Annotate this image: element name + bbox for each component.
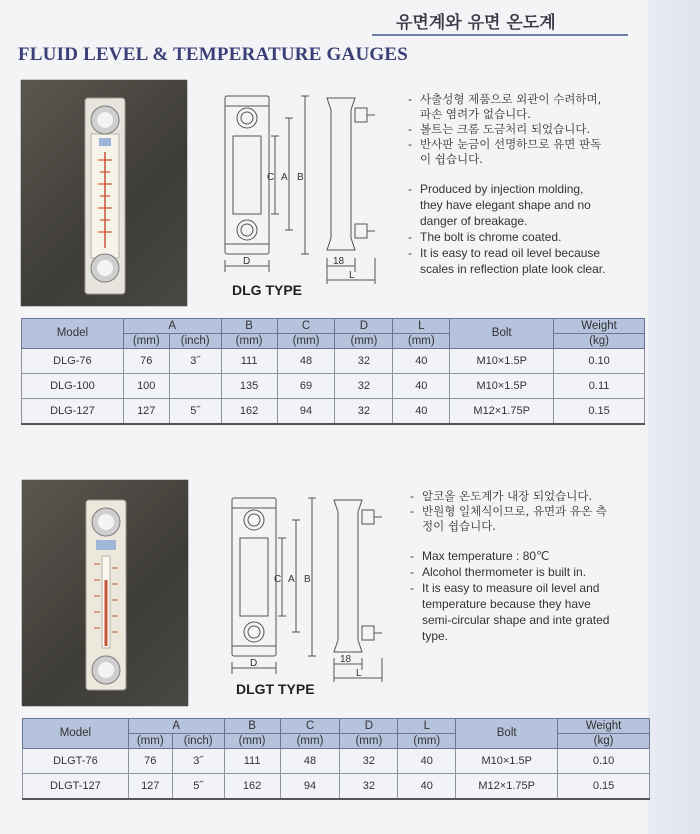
dlg-header-l-unit: (mm) (393, 334, 450, 349)
cell-weight: 0.10 (558, 749, 650, 774)
dlg-note-kr-1: - 사출성형 제품으로 외관이 수려하며, 파손 염려가 없습니다. (408, 92, 608, 122)
dlg-dim-a: A (281, 172, 288, 183)
cell-l: 40 (398, 774, 456, 800)
dlg-header-weight: Weight (554, 319, 645, 334)
cell-model: DLGT-127 (23, 774, 129, 800)
dlg-dim-d: D (243, 256, 251, 267)
cell-a-mm: 76 (123, 349, 169, 374)
cell-bolt: M12×1.75P (450, 399, 554, 425)
dlg-header-a-inch: (inch) (169, 334, 221, 349)
cell-a-inch: 3˝ (172, 749, 224, 774)
dlgt-spec-table (22, 718, 650, 800)
cell-a-mm: 100 (123, 374, 169, 399)
dlgt-dim-a: A (288, 574, 295, 585)
dlgt-header-l-unit: (mm) (398, 734, 456, 749)
dlgt-dim-b: B (304, 574, 311, 585)
cell-b: 162 (224, 774, 280, 800)
cell-a-mm: 127 (123, 399, 169, 425)
dlgt-notes (410, 489, 610, 644)
dlgt-note-en-3: - It is easy to measure oil level and temperature because they have semi-circular shape and inte grated type. (410, 580, 610, 644)
english-title: FLUID LEVEL & TEMPERATURE GAUGES (18, 44, 408, 65)
dlg-header-model: Model (22, 319, 124, 349)
cell-model: DLG-127 (22, 399, 124, 425)
dlg-note-kr-2: - 볼트는 크롬 도금처리 되었습니다. (408, 122, 608, 137)
dlgt-header-b: B (224, 719, 280, 734)
dlgt-header-a: A (128, 719, 224, 734)
dlg-note-kr-3: - 반사판 눈금이 선명하므로 유면 판독이 쉽습니다. (408, 137, 608, 167)
korean-title: 유면계와 유면 온도계 (396, 13, 556, 33)
cell-c: 69 (277, 374, 335, 399)
dlg-header-d: D (335, 319, 393, 334)
cell-c: 48 (277, 349, 335, 374)
cell-bolt: M10×1.5P (456, 749, 558, 774)
cell-d: 32 (340, 774, 398, 800)
cell-l: 40 (393, 399, 450, 425)
dlgt-header-model: Model (23, 719, 129, 749)
cell-a-mm: 127 (128, 774, 172, 800)
dlgt-note-en-2: - Alcohol thermometer is built in. (410, 564, 610, 580)
cell-model: DLGT-76 (23, 749, 129, 774)
dlgt-dim-18: 18 (340, 654, 352, 665)
dlg-header-weight-unit: (kg) (554, 334, 645, 349)
dlg-dim-18: 18 (333, 256, 345, 267)
dlg-header-a: A (123, 319, 221, 334)
dlg-note-en-2: - The bolt is chrome coated. (408, 229, 608, 245)
cell-weight: 0.15 (558, 774, 650, 800)
dlg-notes (408, 92, 608, 277)
dlgt-header-l: L (398, 719, 456, 734)
dlgt-dim-l: L (356, 668, 362, 679)
cell-c: 94 (277, 399, 335, 425)
cell-b: 162 (221, 399, 277, 425)
dlgt-header-c-unit: (mm) (280, 734, 340, 749)
table-row (22, 374, 645, 399)
dlgt-note-en-1: - Max temperature : 80℃ (410, 548, 610, 564)
dlg-product-photo (21, 80, 187, 306)
dlg-header-d-unit: (mm) (335, 334, 393, 349)
cell-d: 32 (335, 374, 393, 399)
dlg-header-b: B (221, 319, 277, 334)
cell-l: 40 (398, 749, 456, 774)
dlgt-header-d: D (340, 719, 398, 734)
dlg-header-bolt: Bolt (450, 319, 554, 349)
cell-weight: 0.10 (554, 349, 645, 374)
dlgt-dim-d: D (250, 658, 258, 669)
dlg-note-en-1: - Produced by injection molding, they have elegant shape and no danger of breakage. (408, 181, 608, 229)
dlgt-header-a-mm: (mm) (128, 734, 172, 749)
dlg-type-label: DLG TYPE (232, 282, 303, 298)
cell-b: 111 (224, 749, 280, 774)
dlg-dim-l: L (349, 270, 355, 281)
dlgt-header-weight-unit: (kg) (558, 734, 650, 749)
cell-b: 111 (221, 349, 277, 374)
dlg-drawing-svg (215, 88, 400, 298)
cell-bolt: M12×1.75P (456, 774, 558, 800)
dlg-dim-c: C (267, 172, 275, 183)
cell-weight: 0.11 (554, 374, 645, 399)
cell-d: 32 (340, 749, 398, 774)
dlg-header-a-mm: (mm) (123, 334, 169, 349)
dlg-header-b-unit: (mm) (221, 334, 277, 349)
dlgt-gauge-image (22, 480, 188, 706)
dlgt-product-photo (22, 480, 188, 706)
cell-a-inch (169, 374, 221, 399)
dlgt-type-label: DLGT TYPE (236, 681, 315, 697)
table-row (22, 349, 645, 374)
dlgt-dim-c: C (274, 574, 282, 585)
dlgt-note-kr-2: - 반원형 일체식이므로, 유면과 유온 측정이 쉽습니다. (410, 504, 610, 534)
cell-c: 94 (280, 774, 340, 800)
cell-a-inch: 5˝ (169, 399, 221, 425)
dlg-header-l: L (393, 319, 450, 334)
cell-l: 40 (393, 349, 450, 374)
cell-d: 32 (335, 349, 393, 374)
title-underline (372, 34, 628, 36)
cell-model: DLG-100 (22, 374, 124, 399)
table-row (22, 399, 645, 425)
cell-d: 32 (335, 399, 393, 425)
cell-bolt: M10×1.5P (450, 349, 554, 374)
cell-model: DLG-76 (22, 349, 124, 374)
dlgt-header-d-unit: (mm) (340, 734, 398, 749)
page-edge-strip (648, 0, 700, 834)
dlgt-technical-drawing (222, 490, 407, 690)
table-row (23, 774, 650, 800)
cell-a-inch: 3˝ (169, 349, 221, 374)
cell-l: 40 (393, 374, 450, 399)
dlg-header-c-unit: (mm) (277, 334, 335, 349)
dlgt-header-c: C (280, 719, 340, 734)
cell-a-mm: 76 (128, 749, 172, 774)
dlg-technical-drawing (215, 88, 400, 298)
cell-weight: 0.15 (554, 399, 645, 425)
dlg-note-en-3: - It is easy to read oil level because scales in reflection plate look clear. (408, 245, 608, 277)
dlgt-header-weight: Weight (558, 719, 650, 734)
dlgt-drawing-svg (222, 490, 407, 690)
dlgt-note-kr-1: - 알코올 온도계가 내장 되었습니다. (410, 489, 610, 504)
table-row (23, 749, 650, 774)
dlg-gauge-image (21, 80, 187, 306)
dlgt-header-bolt: Bolt (456, 719, 558, 749)
cell-bolt: M10×1.5P (450, 374, 554, 399)
dlgt-header-b-unit: (mm) (224, 734, 280, 749)
cell-c: 48 (280, 749, 340, 774)
dlg-dim-b: B (297, 172, 304, 183)
cell-b: 135 (221, 374, 277, 399)
cell-a-inch: 5˝ (172, 774, 224, 800)
dlgt-header-a-inch: (inch) (172, 734, 224, 749)
dlg-header-c: C (277, 319, 335, 334)
dlg-spec-table (21, 318, 645, 425)
